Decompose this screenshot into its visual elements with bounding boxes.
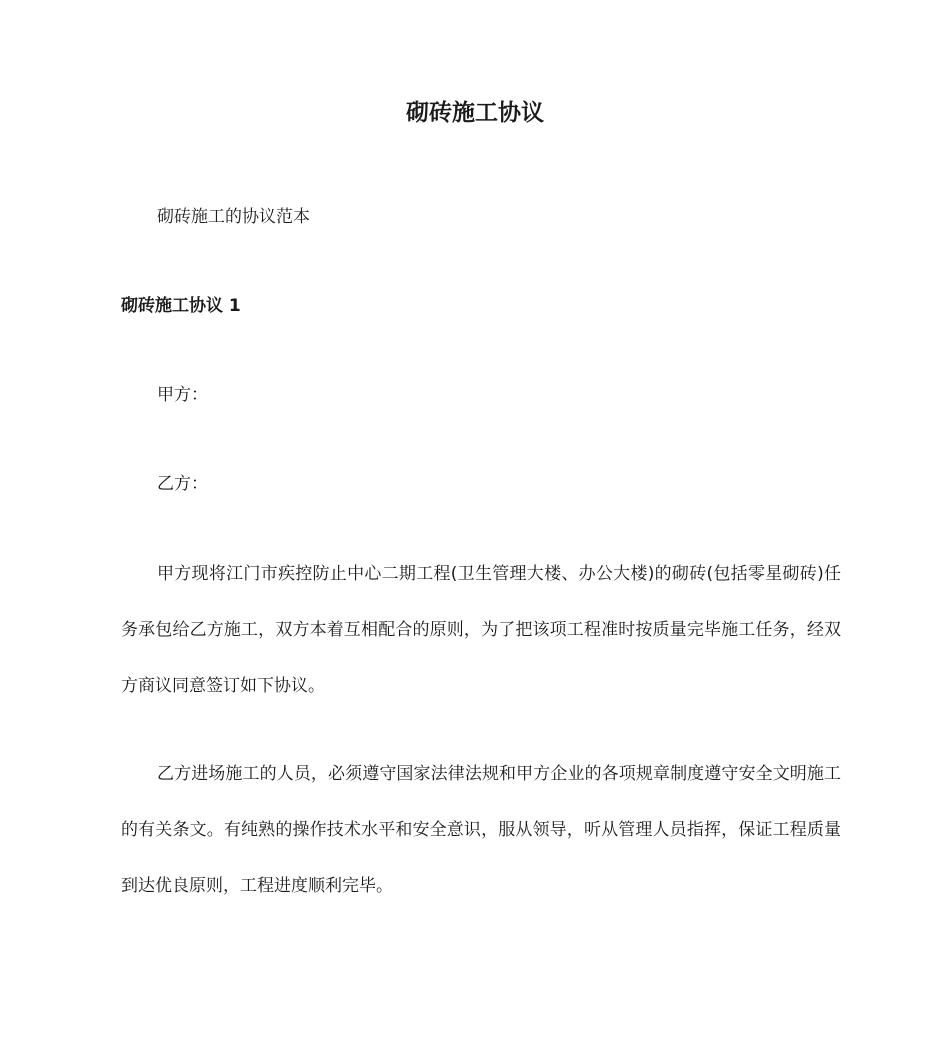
paragraph-assignment: 甲方现将江门市疾控防止中心二期工程(卫生管理大楼、办公大楼)的砌砖(包括零星砌砖)任务承包给乙方施工，双方本着互相配合的原则，为了把该项工程准时按质量完毕施工任务，经双方商议同意签订如下协议。 [121,564,841,696]
party-a-label: 甲方： [157,385,208,405]
document-title: 砌砖施工协议 [406,100,544,126]
document-subtitle: 砌砖施工的协议范本 [157,207,310,227]
party-b-label: 乙方： [157,474,208,494]
paragraph-obligations: 乙方进场施工的人员，必须遵守国家法律法规和甲方企业的各项规章制度遵守安全文明施工的有关条文。有纯熟的操作技术水平和安全意识，服从领导，听从管理人员指挥，保证工程质量到达优良原则，工程进度顺利完毕。 [121,764,841,896]
section-heading: 砌砖施工协议 1 [121,296,241,316]
